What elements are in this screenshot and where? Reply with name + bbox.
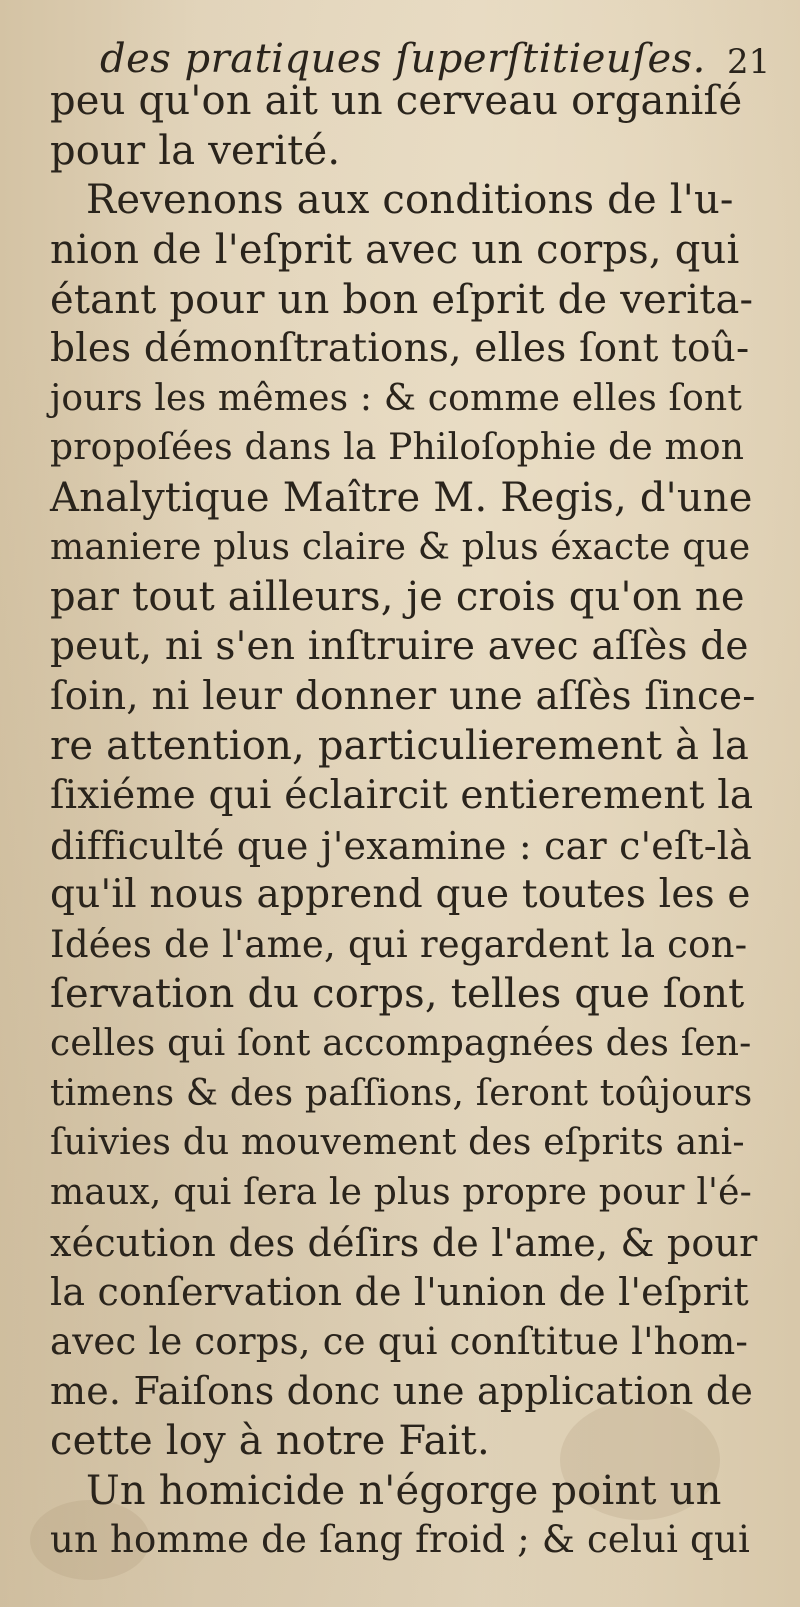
text-line: cette loy à notre Fait.	[50, 1418, 490, 1464]
text-line: propoſées dans la Philoſophie de mon	[50, 427, 745, 468]
text-line: nion de l'eſprit avec un corps, qui	[50, 227, 740, 273]
text-line: un homme de ſang froid ; & celui qui	[50, 1518, 751, 1561]
text-line: me. Faiſons donc une application de	[50, 1369, 754, 1413]
text-line: pour la verité.	[50, 128, 341, 174]
text-line: avec le corps, ce qui conſtitue l'hom-	[50, 1320, 749, 1363]
text-line: qu'il nous apprend que toutes les e	[50, 872, 751, 917]
text-line: celles qui ſont accompagnées des ſen-	[50, 1023, 752, 1064]
running-head: des pratiques ſuperſtitieuſes.	[100, 36, 706, 82]
text-line: ſuivies du mouvement des eſprits ani-	[50, 1122, 745, 1163]
text-line: Un homicide n'égorge point un	[86, 1468, 722, 1514]
text-line: la conſervation de l'union de l'eſprit	[50, 1270, 749, 1314]
text-line: timens & des paſſions, ſeront toûjours	[50, 1073, 753, 1114]
text-line: Idées de l'ame, qui regardent la con-	[50, 923, 748, 966]
text-line: par tout ailleurs, je crois qu'on ne	[50, 574, 745, 620]
text-line: re attention, particulierement à la	[50, 723, 750, 769]
text-line: maux, qui ſera le plus propre pour l'é-	[50, 1172, 752, 1213]
text-line: jours les mêmes : & comme elles ſont	[50, 378, 743, 419]
text-line: difficulté que j'examine : car c'eſt-là	[50, 824, 752, 868]
text-line: Analytique Maître M. Regis, d'une	[50, 475, 753, 521]
text-line: ſixiéme qui éclaircit entierement la	[50, 773, 754, 818]
text-line: étant pour un bon eſprit de verita-	[50, 277, 754, 323]
text-line: peut, ni s'en inſtruire avec aſſès de	[50, 624, 749, 669]
text-line: Revenons aux conditions de l'u-	[86, 177, 734, 223]
text-line: peu qu'on ait un cerveau organiſé	[50, 78, 743, 124]
text-line: ſervation du corps, telles que ſont	[50, 971, 745, 1017]
text-line: xécution des déſirs de l'ame, & pour	[50, 1221, 758, 1265]
text-line: bles démonſtrations, elles ſont toû-	[50, 326, 750, 371]
page-number: 21	[727, 42, 771, 82]
text-line: ſoin, ni leur donner une aſſès ſince-	[50, 674, 756, 719]
text-line: maniere plus claire & plus éxacte que	[50, 527, 751, 568]
